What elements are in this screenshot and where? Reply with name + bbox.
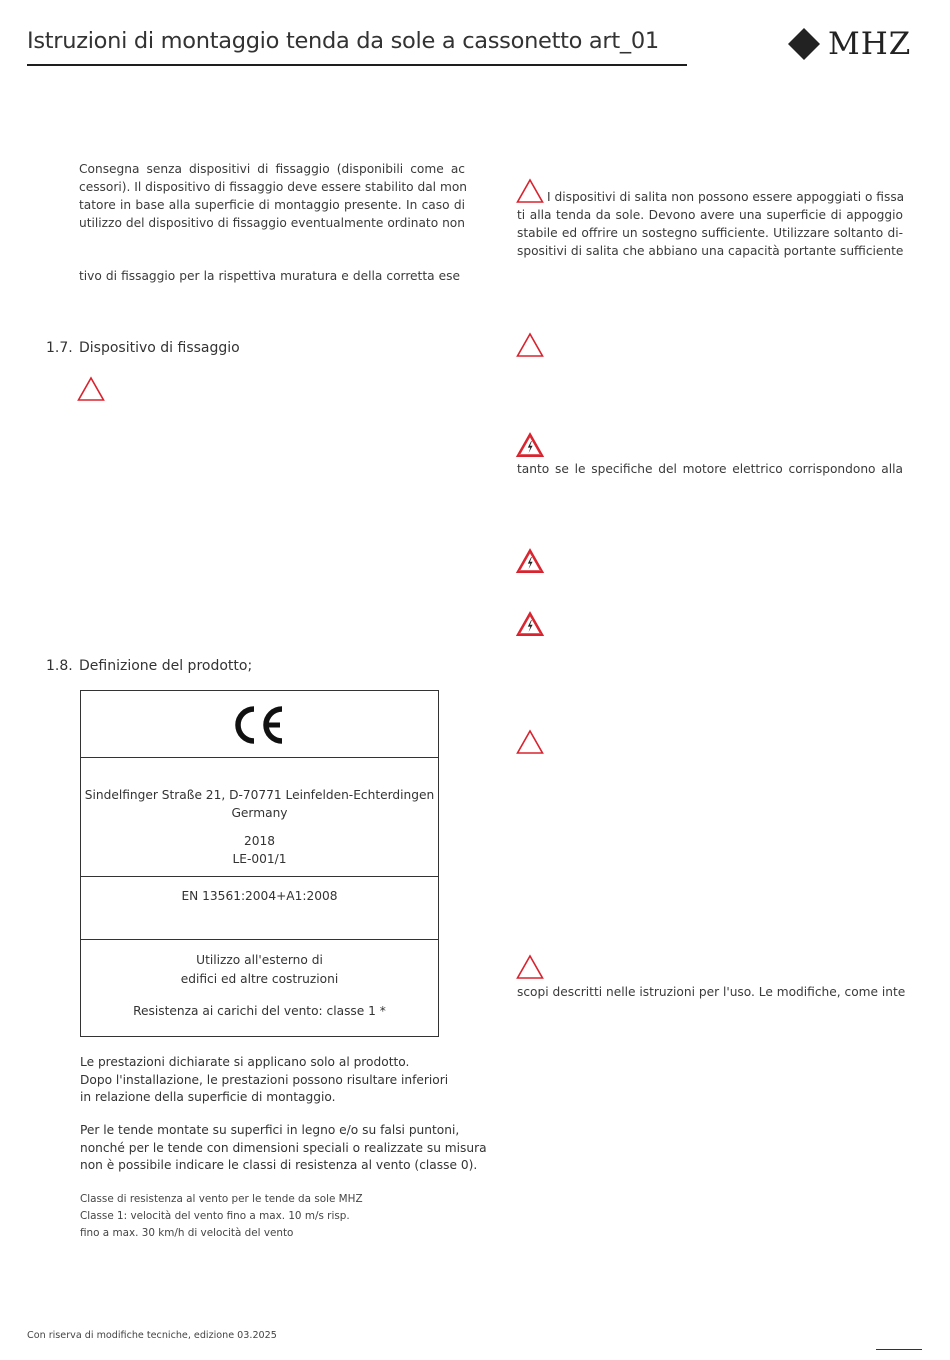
declaration-code: LE-001/1 <box>232 852 287 866</box>
product-definition-table <box>80 690 439 1037</box>
note-line: Per le tende montate su superfici in legno e/o su falsi puntoni, <box>80 1123 460 1137</box>
paragraph-line: cessori). Il dispositivo di fissaggio deve essere stabilito dal mon <box>79 180 467 194</box>
paragraph-line: tatore in base alla superficie di montaggio presente. In caso di <box>79 198 465 212</box>
electric-hazard-icon <box>516 548 544 574</box>
company-logo <box>786 26 911 62</box>
purpose-fragment <box>517 983 907 1001</box>
electric-hazard-icon <box>516 432 544 458</box>
note-line: Classe 1: velocità del vento fino a max. 10 m/s risp. <box>80 1210 350 1222</box>
section-heading-1-7 <box>46 340 240 356</box>
usage-line: edifici ed altre costruzioni <box>180 972 339 986</box>
electric-hazard-icon <box>516 611 544 637</box>
paragraph-line: I dispositivi di salita non possono essere appoggiati o fissa <box>547 190 905 204</box>
paragraph-line: spositivi di salita che abbiano una capacità portante sufficiente <box>517 244 904 258</box>
section-title: Definizione del prodotto; <box>79 658 253 674</box>
warning-triangle-icon <box>516 954 544 980</box>
section-number: 1.8. <box>46 658 73 674</box>
manufacturer-row <box>81 758 438 877</box>
usage-row <box>81 940 438 1035</box>
climbing-paragraph <box>517 206 903 260</box>
paragraph-line: utilizzo del dispositivo di fissaggio eventualmente ordinato non <box>79 216 465 230</box>
diamond-logo-icon <box>786 26 822 62</box>
paragraph-line: Consegna senza dispositivi di fissaggio (disponibili come ac <box>79 162 465 176</box>
delivery-fragment <box>79 267 460 285</box>
note-line: Dopo l'installazione, le prestazioni possono risultare inferiori <box>80 1072 449 1087</box>
footer-note: Con riserva di modifiche tecniche, edizione 03.2025 <box>27 1330 277 1341</box>
section-number: 1.7. <box>46 340 73 356</box>
paragraph-line: stabile ed offrire un sostegno sufficiente. Utilizzare soltanto di- <box>517 226 903 240</box>
paragraph-line: tivo di fissaggio per la rispettiva muratura e della corretta ese <box>79 269 460 283</box>
manufacturer-address: Sindelfinger Straße 21, D-70771 Leinfelden-Echterdingen <box>84 788 435 802</box>
climbing-first-line <box>547 188 903 206</box>
manufacturer-country: Germany <box>231 806 288 820</box>
ce-year: 2018 <box>243 834 276 848</box>
note-line: fino a max. 30 km/h di velocità del vento <box>80 1227 294 1239</box>
ce-mark-icon <box>232 703 288 747</box>
ce-row <box>81 691 438 758</box>
footer-rule <box>876 1349 922 1350</box>
warning-triangle-icon <box>77 376 105 402</box>
note-line: Classe di resistenza al vento per le tende da sole MHZ <box>80 1193 363 1205</box>
special-mounting-notes <box>80 1122 487 1175</box>
wind-class-notes <box>80 1191 363 1242</box>
note-line: in relazione della superficie di montaggio. <box>80 1090 336 1104</box>
warning-triangle-icon <box>516 729 544 755</box>
wind-resistance: Resistenza ai carichi del vento: classe 1 * <box>133 1004 386 1018</box>
section-title: Dispositivo di fissaggio <box>79 340 240 356</box>
performance-notes <box>80 1054 448 1107</box>
note-line: Le prestazioni dichiarate si applicano solo al prodotto. <box>80 1055 410 1069</box>
document-title: Istruzioni di montaggio tenda da sole a cassonetto art_01 <box>27 28 659 54</box>
motor-fragment <box>517 460 903 478</box>
standard-text: EN 13561:2004+A1:2008 <box>181 889 338 903</box>
usage-line: Utilizzo all'esterno di <box>196 953 323 967</box>
delivery-paragraph <box>79 160 465 232</box>
section-heading-1-8 <box>46 658 252 674</box>
note-line: non è possibile indicare le classi di resistenza al vento (classe 0). <box>80 1158 478 1172</box>
paragraph-line: tanto se le specifiche del motore elettrico corrispondono alla <box>517 462 903 476</box>
warning-triangle-icon <box>516 178 544 204</box>
paragraph-line: scopi descritti nelle istruzioni per l'uso. Le modifiche, come inte <box>517 985 906 999</box>
standard-row <box>81 877 438 940</box>
header-rule <box>27 64 687 66</box>
note-line: nonché per le tende con dimensioni speciali o realizzate su misura <box>80 1140 487 1155</box>
paragraph-line: ti alla tenda da sole. Devono avere una superficie di appoggio <box>517 208 903 222</box>
warning-triangle-icon <box>516 332 544 358</box>
logo-text: MHZ <box>828 26 912 62</box>
